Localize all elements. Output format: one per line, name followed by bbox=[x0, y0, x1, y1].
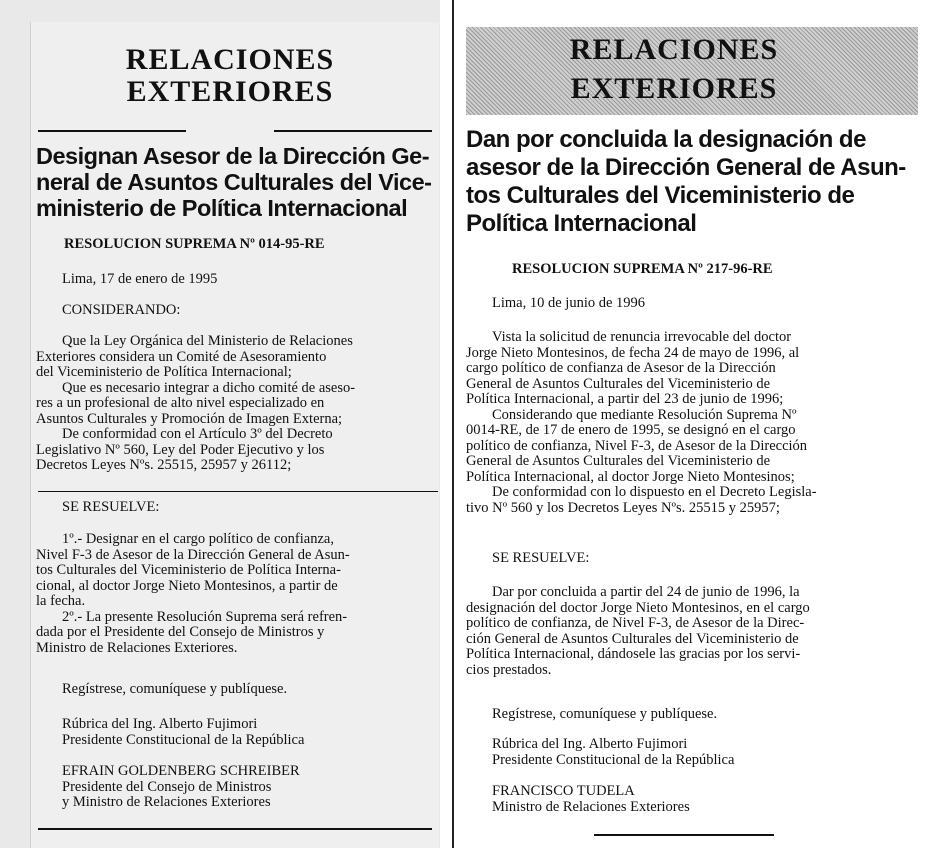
right-body-considerations: Vista la solicitud de renuncia irrevocable del doctor Jorge Nieto Montesinos, de fecha 24 de mayo de 1996, al cargo político de confianza de Asesor de la Dirección General de Asuntos Culturales del Viceministerio de Política Internacional, a partir del 23 de junio de 1996; Considerando que mediante Resolución Suprema Nº 0014-RE, de 17 de enero de 1995, se designó en el cargo político de confianza, Nivel F-3, de Asesor de la Dirección General de Asuntos Culturales del Viceministerio de Política Internacional, al doctor Jorge Nieto Montesinos; De conformidad con lo dispuesto en el Decreto Legisla- tivo Nº 560 y los Decretos Leyes Nºs. 25515 y 25957; bbox=[466, 329, 817, 516]
right-signature-president: Rúbrica del Ing. Alberto Fujimori Presidente Constitucional de la República bbox=[492, 736, 735, 768]
left-rule-bottom bbox=[38, 828, 432, 830]
left-considering: CONSIDERANDO: bbox=[62, 302, 181, 318]
right-date: Lima, 10 de junio de 1996 bbox=[492, 295, 646, 311]
left-section-title: RELACIONES EXTERIORES bbox=[125, 43, 335, 108]
left-signature-minister: EFRAIN GOLDENBERG SCHREIBER Presidente del Consejo de Ministros y Ministro de Relaciones Exteriores bbox=[62, 763, 300, 810]
right-clipping bbox=[452, 0, 936, 848]
right-resolve: SE RESUELVE: bbox=[492, 550, 590, 566]
left-signature-president: Rúbrica del Ing. Alberto Fujimori Presidente Constitucional de la República bbox=[62, 716, 305, 748]
left-body-articles: 1º.- Designar en el cargo político de confianza, Nivel F-3 de Asesor de la Dirección General de Asun- tos Culturales del Viceministerio de Política Interna- cional, al doctor Jorge Nieto Montesinos, a partir de la fecha. 2º.- La presente Resolución Suprema será refren- dada por el Presidente del Consejo de Ministros y Ministro de Relaciones Exteriores. bbox=[36, 531, 350, 656]
left-rule-1 bbox=[38, 130, 186, 132]
right-section-title: RELACIONES EXTERIORES bbox=[569, 33, 779, 105]
left-body-considerations: Que la Ley Orgánica del Ministerio de Relaciones Exteriores considera un Comité de Asesoramiento del Viceministerio de Política Internacional; Que es necesario integrar a dicho comité de aseso- res a un profesional de alto nivel especializado en Asuntos Culturales y Promoción de Imagen Externa; De conformidad con el Artículo 3º del Decreto Legislativo Nº 560, Ley del Poder Ejecutivo y los Decretos Leyes Nºs. 25515, 25957 y 26112; bbox=[36, 333, 356, 473]
right-signature-minister: FRANCISCO TUDELA Ministro de Relaciones Exteriores bbox=[492, 783, 690, 815]
right-resolution-number: RESOLUCION SUPREMA Nº 217-96-RE bbox=[512, 261, 773, 277]
right-headline: Dan por concluida la designación de asesor de la Dirección General de Asun- tos Culturales del Viceministerio de Política Internacional bbox=[466, 126, 906, 237]
left-rule-3 bbox=[38, 491, 438, 492]
left-date: Lima, 17 de enero de 1995 bbox=[62, 271, 218, 287]
left-closing: Regístrese, comuníquese y publíquese. bbox=[62, 681, 288, 697]
left-resolution-number: RESOLUCION SUPREMA Nº 014-95-RE bbox=[64, 236, 325, 252]
right-rule-bottom bbox=[594, 834, 774, 836]
left-resolve: SE RESUELVE: bbox=[62, 499, 160, 515]
left-headline: Designan Asesor de la Dirección Ge- neral de Asuntos Culturales del Vice- ministerio de Política Internacional bbox=[36, 143, 432, 221]
right-closing: Regístrese, comuníquese y publíquese. bbox=[492, 706, 718, 722]
left-rule-2 bbox=[274, 130, 432, 132]
left-clipping bbox=[0, 0, 440, 848]
right-body-article: Dar por concluida a partir del 24 de junio de 1996, la designación del doctor Jorge Nieto Montesinos, en el cargo político de confianza, de Nivel F-3, de Asesor de la Direc- ción General de Asuntos Culturales del Viceministerio de Política Internacional, dándosele las gracias por los servi- cios prestados. bbox=[466, 584, 810, 678]
